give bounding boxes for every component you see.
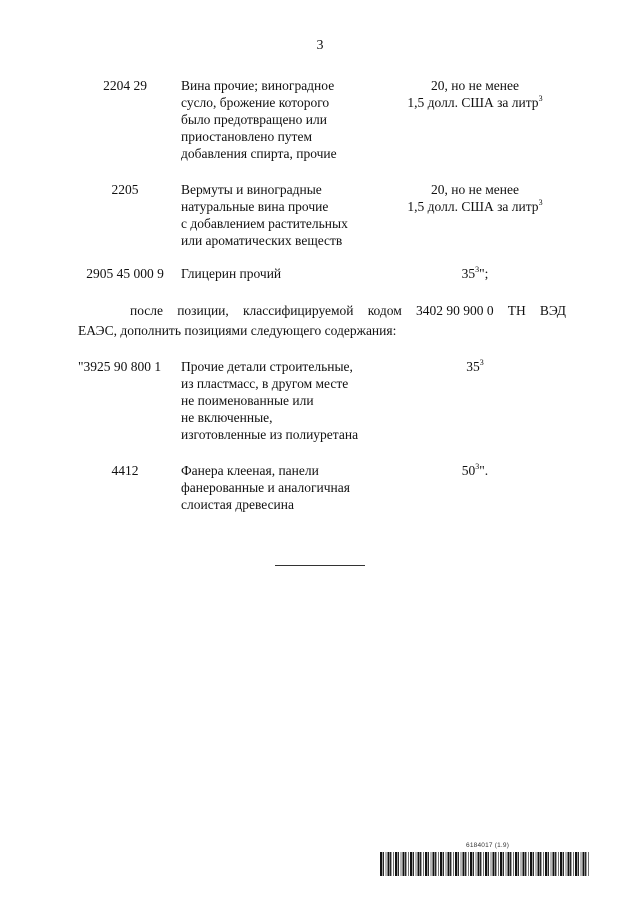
barcode-bar [548,852,549,876]
barcode-bar [533,852,534,876]
rate-line [380,94,570,111]
barcode-bar [563,852,564,876]
barcode-bar [513,852,514,876]
barcode-bar [440,852,442,876]
barcode-bar [398,852,399,876]
paragraph-word: ВЭД [539,303,566,318]
paragraph-word: 3402 90 900 0 [415,303,494,318]
barcode-bar [543,852,544,876]
barcode-bar [558,852,559,876]
rate-line [380,198,570,215]
paragraph-word: классифицируемой [242,303,354,318]
rate-line [380,265,570,282]
tariff-code: 4412 [111,463,139,478]
barcode-bar [485,852,487,876]
barcode-bar [540,852,541,876]
barcode-bar [433,852,435,876]
barcode-bar [508,852,510,876]
barcode-bar [446,852,447,876]
barcode-bar [395,852,397,876]
barcode-bar [458,852,459,876]
barcode-bar [523,852,525,876]
barcode-bar [455,852,457,876]
barcode-bar [418,852,420,876]
paragraph-word: ТН [507,303,526,318]
barcode-bar [480,852,481,876]
barcode-bar [431,852,432,876]
barcode-bar [435,852,436,876]
duty-rate [380,358,570,375]
description-line: изготовленные из полиуретана [181,427,359,442]
paragraph-word: позиции, [177,303,229,318]
barcode-bar [473,852,474,876]
tariff-code: 2205 [111,182,139,197]
barcode-bar [585,852,586,876]
description-line: сусло, брожение которого [181,95,330,110]
barcode-bar [515,852,517,876]
barcode-bar [425,852,427,876]
barcode-bar [483,852,484,876]
rate-text: 20, но не менее [431,182,519,197]
footnote-ref: 3 [475,462,480,471]
barcode-bar [575,852,577,876]
barcode-bar [420,852,421,876]
barcode-bar [423,852,424,876]
rate-text: 20, но не менее [431,78,519,93]
barcode-bar [545,852,547,876]
barcode-bar [380,852,382,876]
barcode-bar [478,852,480,876]
barcode-bar [410,852,412,876]
description-line: Вермуты и виноградные [181,182,322,197]
barcode-bar [503,852,504,876]
goods-description [181,358,391,443]
rate-line [380,181,570,198]
rate-line [380,358,570,375]
rate-text: 35 [466,359,480,374]
barcode-bar [450,852,451,876]
barcode-bar [470,852,472,876]
rate-text: 35 [461,266,476,281]
barcode-bar [536,852,537,876]
description-line: Прочие детали строительные, [181,359,353,374]
barcode-bar [465,852,466,876]
barcode-bar [555,852,556,876]
barcode-bar [401,852,402,876]
duty-rate [380,462,570,479]
barcode-bar [551,852,552,876]
description-line: не включенные, [181,410,273,425]
description-line: Вина прочие; виноградное [181,78,335,93]
barcode-bar [416,852,417,876]
barcode-bar [453,852,454,876]
barcode-bar [390,852,391,876]
barcode-bar [408,852,409,876]
barcode-bar [566,852,567,876]
barcode-bar [518,852,519,876]
barcode-bar [588,852,589,876]
description-line: из пластмасс, в другом месте [181,376,349,391]
barcode-icon [380,852,590,876]
barcode-bar [506,852,507,876]
paragraph-line-2: ЕАЭС, дополнить позициями следующего содержания: [78,323,397,338]
rate-text: 1,5 долл. США за литр [407,199,539,214]
rate-line [380,77,570,94]
tariff-code: 2905 45 000 9 [86,266,164,281]
barcode-bar [413,852,414,876]
barcode-bar [553,852,555,876]
barcode-bar [570,852,571,876]
footnote-ref: 3 [538,94,543,103]
amendment-paragraph [78,301,566,341]
barcode-bar [438,852,439,876]
barcode-bar [498,852,499,876]
page-number: 3 [316,38,324,53]
footnote-ref: 3 [538,198,543,207]
duty-rate [380,77,570,111]
barcode-bar [530,852,532,876]
barcode-bar [521,852,522,876]
barcode-bar [393,852,394,876]
footnote-ref: 3 [475,265,480,274]
barcode-bar [525,852,526,876]
tariff-code: 2204 29 [103,78,147,93]
goods-description [181,77,391,162]
description-line: приостановлено путем [181,129,312,144]
duty-rate [380,181,570,215]
barcode-bar [581,852,582,876]
barcode-bar [468,852,469,876]
paragraph-word: после [130,303,164,318]
paragraph-word: кодом [367,303,402,318]
description-line: фанерованные и аналогичная [181,480,350,495]
barcode-bar [510,852,511,876]
document-code: 6184017 (1.9) [466,842,510,849]
description-line: было предотвращено или [181,112,327,127]
rate-line [380,462,570,479]
duty-rate [380,265,570,282]
barcode-bar [528,852,529,876]
goods-description [181,265,391,282]
barcode-bar [583,852,585,876]
description-line: натуральные вина прочие [181,199,329,214]
description-line: добавления спирта, прочие [181,146,337,161]
paragraph-line-1 [78,301,566,321]
barcode-bar [405,852,406,876]
barcode-bar [495,852,496,876]
barcode-bar [461,852,462,876]
description-line: или ароматических веществ [181,233,343,248]
goods-description [181,462,391,513]
barcode-bar [493,852,495,876]
rate-text: 50 [461,463,476,478]
barcode-bar [388,852,390,876]
description-line: с добавлением растительных [181,216,348,231]
barcode-bar [568,852,570,876]
barcode-bar [500,852,502,876]
barcode-bar [560,852,562,876]
barcode-bar [443,852,444,876]
footnote-ref: 3 [479,358,484,367]
goods-description [181,181,391,249]
barcode-bar [578,852,579,876]
description-line: не поименованные или [181,393,314,408]
barcode-bar [403,852,405,876]
barcode-bar [476,852,477,876]
barcode-bar [491,852,492,876]
barcode-bar [386,852,387,876]
end-divider [275,565,365,566]
barcode-bar [463,852,465,876]
description-line: слоистая древесина [181,497,295,512]
barcode-bar [488,852,489,876]
tariff-code: "3925 90 800 1 [78,359,162,374]
closing-quote: ". [479,463,489,478]
description-line: Глицерин прочий [181,266,282,281]
barcode-bar [538,852,540,876]
barcode-bar [448,852,450,876]
rate-text: 1,5 долл. США за литр [407,95,539,110]
closing-quote: "; [479,266,489,281]
barcode-bar [573,852,574,876]
description-line: Фанера клееная, панели [181,463,319,478]
barcode-bar [428,852,429,876]
barcode-bar [383,852,384,876]
